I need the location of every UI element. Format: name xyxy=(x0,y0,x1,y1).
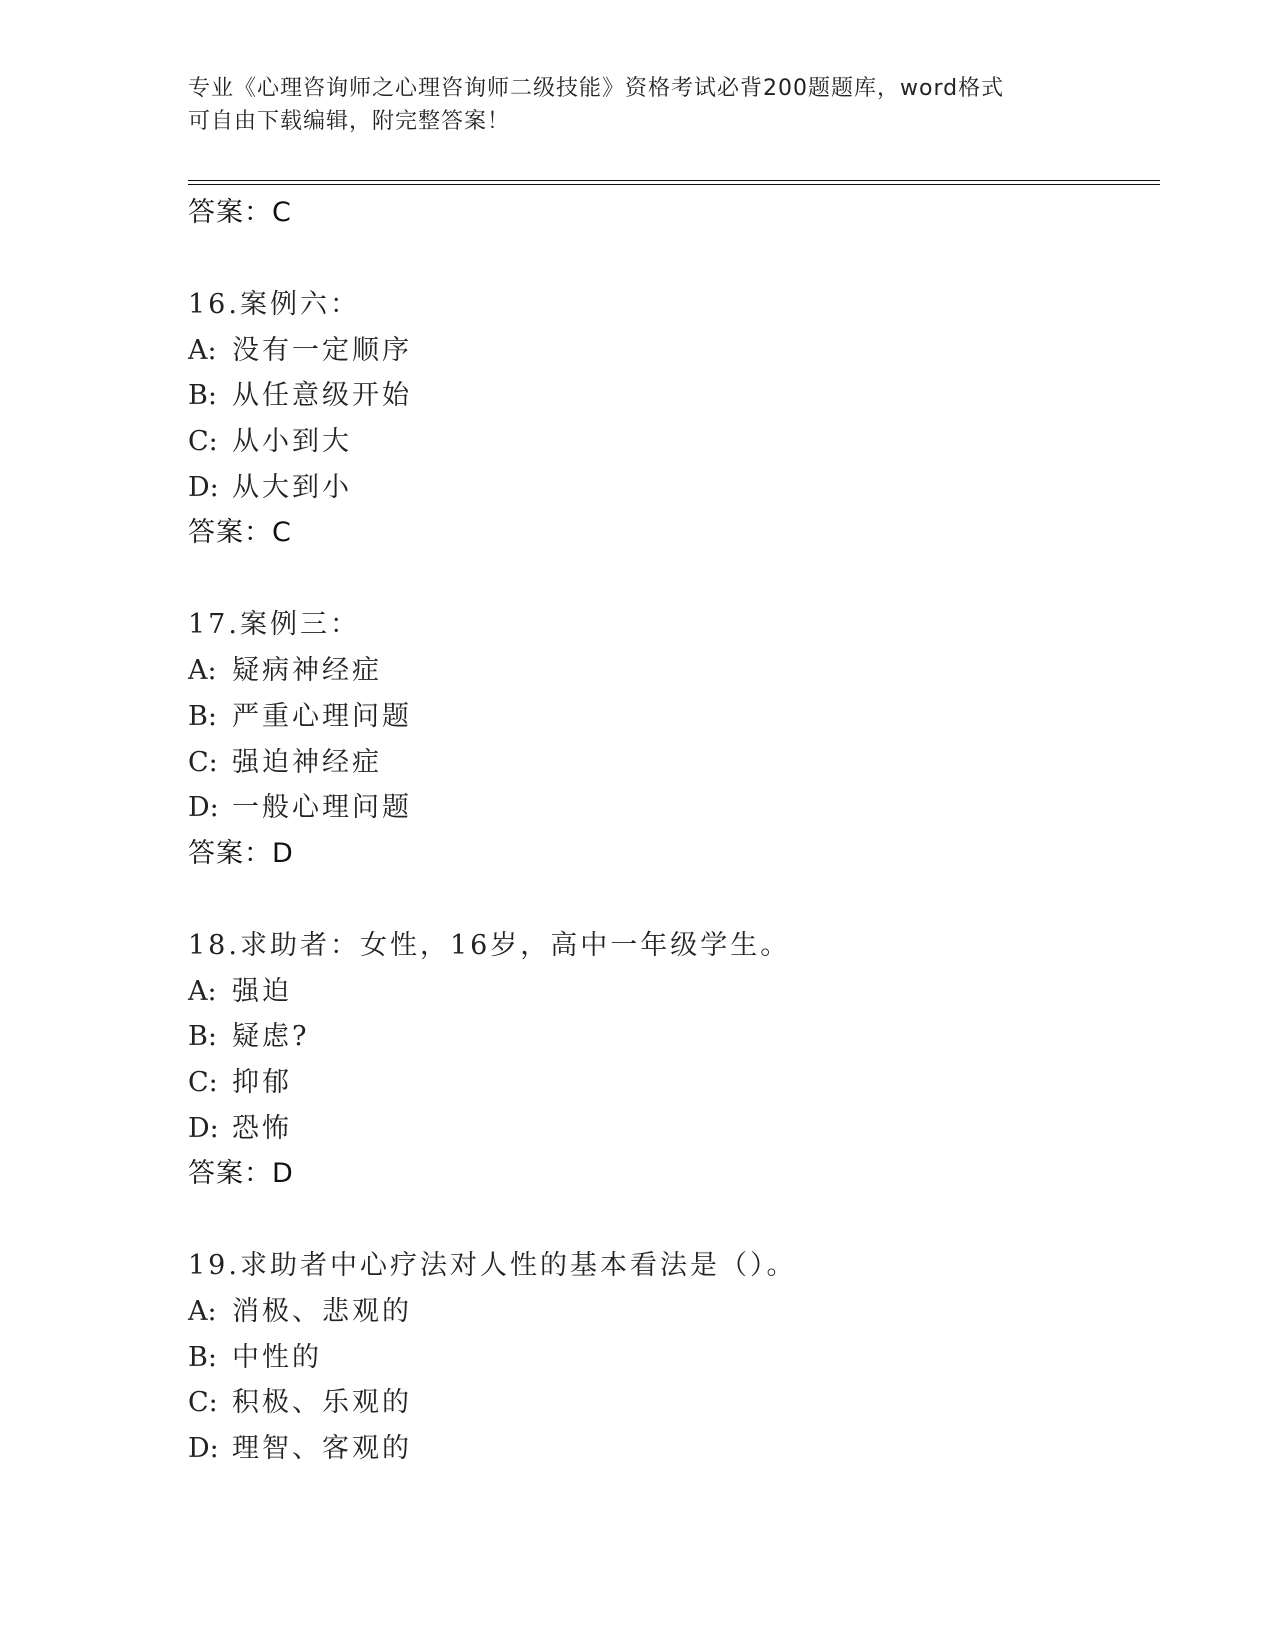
option-b xyxy=(188,1014,1148,1060)
option-a xyxy=(188,648,1148,694)
option-label: C: xyxy=(188,1387,218,1419)
option-text: 积极、乐观的 xyxy=(232,1387,412,1419)
option-label: D: xyxy=(188,1433,219,1465)
question-stem: 16.案例六： xyxy=(188,289,360,320)
header-divider-bottom xyxy=(188,184,1160,185)
option-text: 从小到大 xyxy=(232,426,352,458)
question-stem: 18.求助者：女性，16岁，高中一年级学生。 xyxy=(188,929,791,961)
option-label: A: xyxy=(188,975,217,1007)
option-text: 严重心理问题 xyxy=(232,700,412,732)
question-16 xyxy=(188,282,1148,556)
option-b xyxy=(188,373,1148,419)
header-line-2: 可自由下载编辑，附完整答案！ xyxy=(188,109,511,134)
option-text: 疑虑? xyxy=(232,1021,310,1053)
option-text: 恐怖 xyxy=(232,1112,292,1144)
option-label: D: xyxy=(188,471,219,503)
answer: 答案：D xyxy=(188,837,294,869)
option-text: 理智、客观的 xyxy=(232,1433,412,1465)
option-text: 抑郁 xyxy=(232,1066,292,1098)
question-19 xyxy=(188,1243,1148,1471)
option-b xyxy=(188,694,1148,740)
option-label: C: xyxy=(188,426,218,458)
option-label: C: xyxy=(188,746,218,778)
option-label: B: xyxy=(188,1021,217,1053)
option-label: B: xyxy=(188,1341,217,1373)
option-text: 一般心理问题 xyxy=(232,792,412,824)
option-d xyxy=(188,785,1148,831)
option-b xyxy=(188,1335,1148,1381)
header-divider-top xyxy=(188,180,1160,181)
option-text: 消极、悲观的 xyxy=(232,1296,412,1327)
option-a xyxy=(188,328,1148,374)
option-label: B: xyxy=(188,380,217,412)
option-text: 中性的 xyxy=(232,1341,322,1373)
document-header xyxy=(188,72,1068,138)
option-c xyxy=(188,740,1148,786)
option-c xyxy=(188,1060,1148,1106)
option-label: A: xyxy=(188,334,217,366)
previous-answer: 答案：C xyxy=(188,197,292,228)
option-label: D: xyxy=(188,1112,219,1144)
question-stem: 17.案例三： xyxy=(188,609,360,641)
option-c xyxy=(188,419,1148,465)
header-line-1: 专业《心理咨询师之心理咨询师二级技能》资格考试必背200题题库，word格式 xyxy=(188,76,1005,101)
option-label: B: xyxy=(188,700,217,732)
option-text: 疑病神经症 xyxy=(232,655,382,687)
option-label: A: xyxy=(188,655,217,687)
option-text: 从任意级开始 xyxy=(232,380,412,412)
question-17 xyxy=(188,602,1148,876)
answer: 答案：C xyxy=(188,517,292,549)
option-label: D: xyxy=(188,792,219,824)
option-label: C: xyxy=(188,1066,218,1098)
question-18 xyxy=(188,923,1148,1197)
option-a xyxy=(188,1289,1148,1335)
answer: 答案：D xyxy=(188,1158,294,1190)
option-text: 从大到小 xyxy=(232,471,352,503)
option-text: 强迫神经症 xyxy=(232,746,382,778)
option-d xyxy=(188,465,1148,511)
option-d xyxy=(188,1106,1148,1152)
option-d xyxy=(188,1426,1148,1472)
option-label: A: xyxy=(188,1296,217,1327)
option-a xyxy=(188,969,1148,1015)
option-text: 强迫 xyxy=(232,975,292,1007)
question-stem: 19.求助者中心疗法对人性的基本看法是（）。 xyxy=(188,1250,797,1282)
document-body xyxy=(188,190,1148,1472)
option-text: 没有一定顺序 xyxy=(232,334,412,366)
option-c xyxy=(188,1380,1148,1426)
